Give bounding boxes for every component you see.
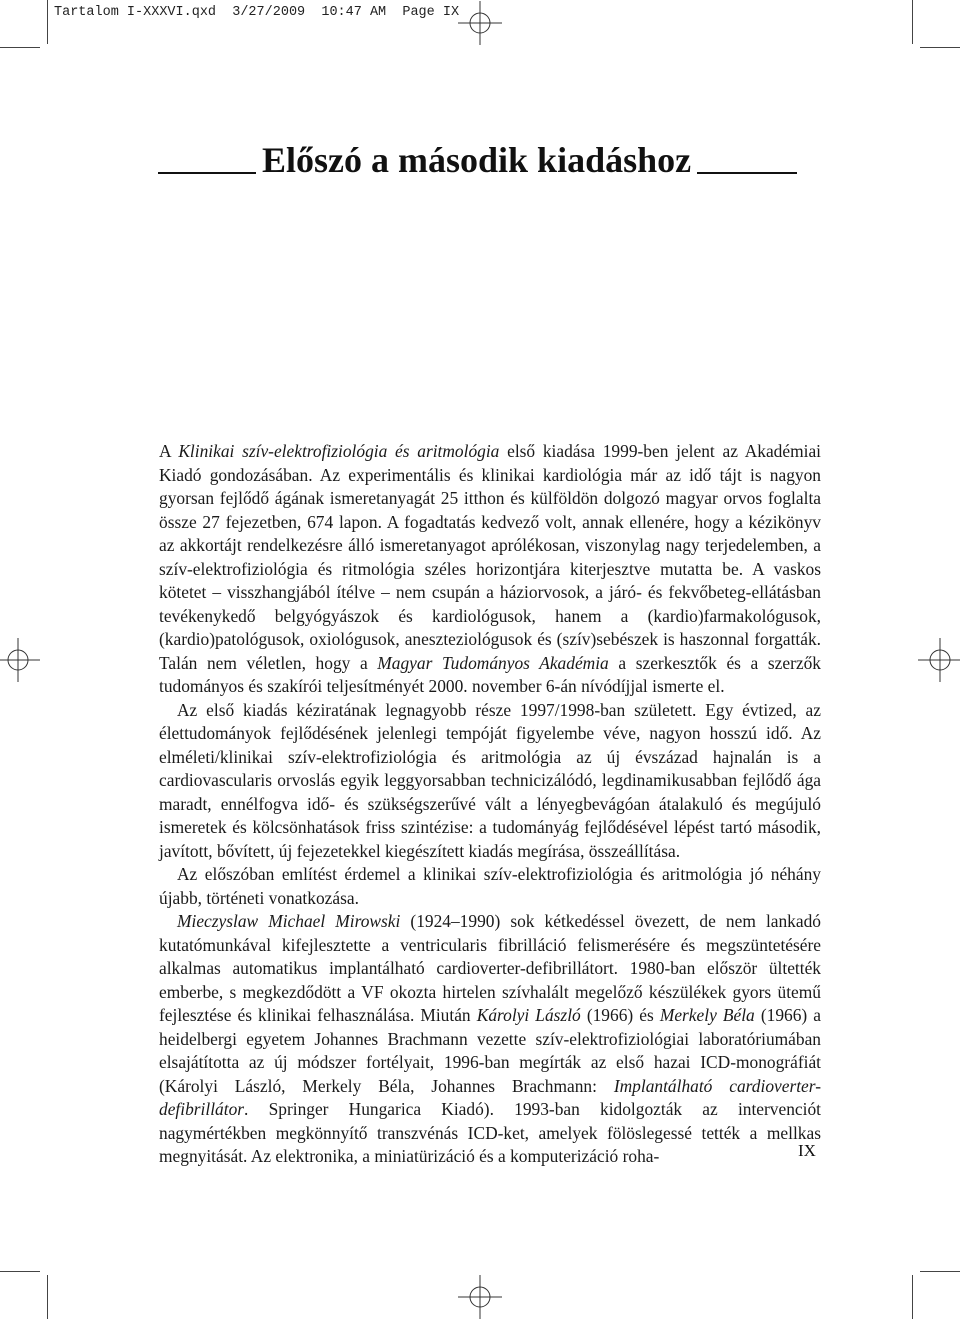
text-run: Az előszóban említést érdemel a klinikai szív-elektrofiziológia és aritmológia jó néhány újabb, történeti vonatkozása.: [159, 864, 821, 908]
paragraph: [159, 440, 821, 699]
crop-mark: [47, 0, 48, 44]
italic-run: Merkely Béla: [659, 1005, 755, 1025]
crop-mark: [0, 1271, 40, 1272]
crop-mark: [0, 47, 40, 48]
text-run: a szerkesztők és a szerzők tudományos és szakírói teljesítményét 2000. november 6-án nívódíjjal ismerte el.: [159, 652, 821, 696]
text-run: (1966) és: [580, 1005, 660, 1025]
crop-mark: [920, 47, 960, 48]
title-rule-left: [158, 172, 256, 174]
paragraph: [159, 699, 821, 864]
crop-mark: [912, 1275, 913, 1319]
italic-run: Implantálható cardioverter-defibrillátor: [159, 1075, 821, 1119]
chapter-title-block: [158, 142, 820, 178]
body-text: [159, 440, 821, 1169]
page-number: IX: [798, 1141, 816, 1160]
crop-mark: [920, 1271, 960, 1272]
text-run: első kiadása 1999-ben jelent az Akadémiai Kiadó gondozásában. Az experimentális és klinikai kardiológia már az idő tájt is nagyon gyorsan fejlődő ágának ismeretanyagát 25 itthon és külföldön dolgozó magyar orvos foglalta össze 27 fejezetben, 674 lapon. A fogadtatás kedvező volt, annak ellenére, hogy a kézikönyv az akkortájt rendelkezésre álló ismeretanyagot aprólékosan, viszonylag nagy terjedelemben, a szív-elektrofiziológia és ritmológia széles horizontjára kiterjesztve mutatta be. A vaskos kötetet – visszhangjából ítélve – nem csupán a háziorvosok, a járó- és fekvőbeteg-ellátásban tevékenykedő belgyógyászok és kardiológusok, hanem a (kardio)farmakológusok, (kardio)patológusok, oxiológusok, aneszteziológusok és (szív)sebészek is haszonnal forgatták. Talán nem véletlen, hogy a: [159, 441, 821, 673]
italic-run: Klinikai szív-elektrofiziológia és aritmológia: [178, 441, 500, 461]
crop-mark: [47, 1275, 48, 1319]
registration-mark-icon: [458, 1275, 502, 1319]
text-run: (1966) a heidelbergi egyetem Johannes Brachmann vezette szív-elektrofiziológiai laboratóriumában elsajátította az új módszer fortélyait, 1996-ban megírták az első hazai ICD-monográfiát (Károlyi László, Merkely Béla, Johannes Brachmann:: [159, 1005, 821, 1096]
text-run: Az első kiadás kéziratának legnagyobb része 1997/1998-ban született. Egy évtized, az élettudományok fejlődésének jelenlegi tempóját figyelembe véve, nagyon hosszú idő. Az elméleti/klinikai szív-elektrofiziológia és aritmológia az új évszázad hajnalán is a cardiovascularis orvoslás egyik leggyorsabban technicizálódó, legdinamikusabban fejlődő ága maradt, ennélfogva idő- és szükségszerűvé vált a lényegbevágóan átalakuló és megújuló ismeretek és kölcsönhatások friss szintézise: a tudományág fejlődésével lépést tartó második, javított, bővített, új fejezetekkel kiegészített kiadás megírása, összeállítása.: [159, 699, 821, 861]
italic-run: Károlyi László: [476, 1005, 581, 1025]
crop-mark: [912, 0, 913, 44]
registration-mark-icon: [0, 638, 40, 682]
italic-run: Magyar Tudományos Akadémia: [377, 652, 609, 673]
registration-mark-icon: [458, 1, 502, 45]
print-slug: Tartalom I-XXXVI.qxd 3/27/2009 10:47 AM Page IX: [54, 5, 460, 20]
registration-mark-icon: [918, 638, 960, 682]
text-run: A: [159, 441, 179, 461]
paragraph: [159, 910, 821, 1169]
title-rule-right: [697, 172, 797, 174]
chapter-title: Előszó a második kiadáshoz: [262, 140, 692, 180]
text-run: . Springer Hungarica Kiadó). 1993-ban kidolgozták az intervenciót nagymértékben megkönnyítő transzvénás ICD-ket, amelyek fölöslegessé tették a mellkas megnyitását. Az elektronika, a miniatürizáció és a komputerizáció roha-: [159, 1099, 821, 1166]
text-run: (1924–1990) sok kétkedéssel övezett, de nem lankadó kutatómunkával kifejlesztette a ventricularis fibrilláció felismerésére és megszüntetésére alkalmas automatikus implantálható cardioverter-defibrillátort. 1980-ban először ültették emberbe, s megkezdődött a VF okozta hirtelen szívhalált megelőző készülékek gyors ütemű fejlesztése és klinikai felhasználása. Miután: [159, 911, 821, 1025]
paragraph: [159, 863, 821, 910]
italic-run: Mieczyslaw Michael Mirowski: [177, 911, 401, 931]
